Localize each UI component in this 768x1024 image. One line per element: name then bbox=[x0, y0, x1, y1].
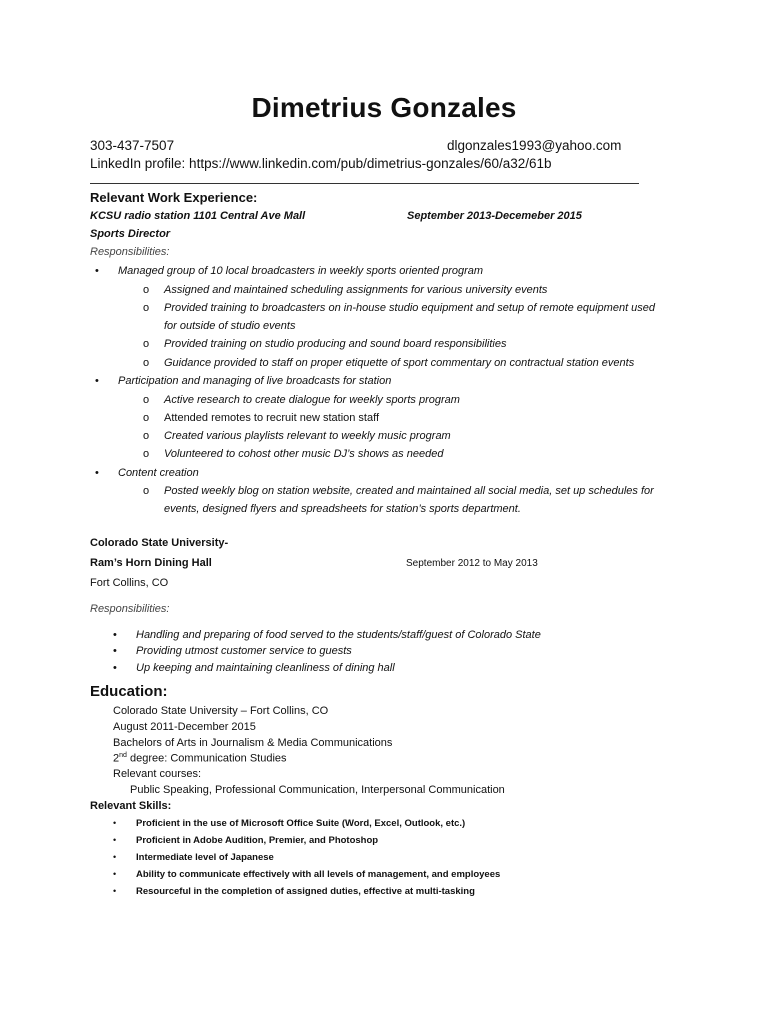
linkedin-profile: LinkedIn profile: https://www.linkedin.com/pub/dimetrius-gonzales/60/a32/61b bbox=[90, 156, 552, 171]
education-school: Colorado State University – Fort Collins, CO bbox=[113, 705, 329, 717]
job2-location: Fort Collins, CO bbox=[90, 577, 169, 589]
job1-item-2-sub-1: Active research to create dialogue for weekly sports program bbox=[164, 394, 460, 406]
bullet-icon: • bbox=[113, 852, 117, 862]
skill-item-2: Proficient in Adobe Audition, Premier, and Photoshop bbox=[136, 835, 379, 846]
job2-item-3: Up keeping and maintaining cleanliness of dining hall bbox=[136, 662, 395, 674]
job1-item-1-sub-2: Provided training to broadcasters on in-house studio equipment and setup of remote equipment used bbox=[164, 302, 656, 314]
job1-item-2-sub-3: Created various playlists relevant to weekly music program bbox=[164, 430, 451, 442]
job1-dates: September 2013-Decemeber 2015 bbox=[407, 210, 582, 222]
bullet-icon: • bbox=[113, 886, 117, 896]
work-experience-heading: Relevant Work Experience: bbox=[90, 190, 258, 205]
bullet-icon: • bbox=[113, 869, 117, 879]
education-courses-label: Relevant courses: bbox=[113, 768, 202, 780]
job2-place: Ram’s Horn Dining Hall bbox=[90, 557, 212, 569]
sub-bullet-icon: o bbox=[143, 302, 150, 314]
sub-bullet-icon: o bbox=[143, 394, 150, 406]
bullet-icon: • bbox=[113, 818, 117, 828]
sub-bullet-icon: o bbox=[143, 430, 150, 442]
bullet-icon: • bbox=[95, 265, 99, 277]
email-address: dlgonzales1993@yahoo.com bbox=[447, 138, 622, 153]
sub-bullet-icon: o bbox=[143, 338, 150, 350]
job1-item-3: Content creation bbox=[118, 467, 199, 479]
job1-responsibilities-label: Responsibilities: bbox=[90, 246, 170, 258]
skill-item-1: Proficient in the use of Microsoft Office Suite (Word, Excel, Outlook, etc.) bbox=[136, 818, 466, 829]
job2-item-1: Handling and preparing of food served to the students/staff/guest of Colorado State bbox=[136, 629, 541, 641]
job1-item-2: Participation and managing of live broadcasts for station bbox=[118, 375, 392, 387]
job2-organization: Colorado State University- bbox=[90, 537, 229, 549]
sub-bullet-icon: o bbox=[143, 357, 150, 369]
bullet-icon: • bbox=[113, 662, 117, 674]
sub-bullet-icon: o bbox=[143, 485, 150, 497]
job1-item-2-sub-2: Attended remotes to recruit new station staff bbox=[164, 412, 380, 424]
skills-heading: Relevant Skills: bbox=[90, 800, 172, 812]
job1-organization: KCSU radio station 1101 Central Ave Mall bbox=[90, 210, 306, 222]
phone-number: 303-437-7507 bbox=[90, 138, 175, 153]
bullet-icon: • bbox=[95, 375, 99, 387]
skill-item-3: Intermediate level of Japanese bbox=[136, 852, 274, 863]
sub-bullet-icon: o bbox=[143, 284, 150, 296]
job1-item-1: Managed group of 10 local broadcasters in weekly sports oriented program bbox=[118, 265, 484, 277]
education-courses: Public Speaking, Professional Communication, Interpersonal Communication bbox=[130, 784, 505, 796]
education-dates: August 2011-December 2015 bbox=[113, 721, 256, 733]
skill-item-4: Ability to communicate effectively with all levels of management, and employees bbox=[136, 869, 501, 880]
job1-item-1-sub-1: Assigned and maintained scheduling assignments for various university events bbox=[164, 284, 548, 296]
sub-bullet-icon: o bbox=[143, 448, 150, 460]
candidate-name: Dimetrius Gonzales bbox=[251, 92, 517, 123]
job1-item-3-sub-1: Posted weekly blog on station website, created and maintained all social media, set up schedules for bbox=[164, 485, 654, 497]
header-divider bbox=[90, 183, 639, 184]
bullet-icon: • bbox=[95, 467, 99, 479]
job1-title: Sports Director bbox=[90, 228, 171, 240]
education-degree: Bachelors of Arts in Journalism & Media Communications bbox=[113, 737, 393, 749]
job1-item-1-sub-2-cont: for outside of studio events bbox=[164, 320, 296, 332]
job2-item-2: Providing utmost customer service to guests bbox=[136, 645, 352, 657]
sub-bullet-icon: o bbox=[143, 412, 150, 424]
skill-item-5: Resourceful in the completion of assigned duties, effective at multi-tasking bbox=[136, 886, 475, 897]
bullet-icon: • bbox=[113, 629, 117, 641]
job1-item-1-sub-3: Provided training on studio producing and sound board responsibilities bbox=[164, 338, 507, 350]
job2-dates: September 2012 to May 2013 bbox=[406, 558, 538, 569]
job1-item-3-sub-1-cont: events, designed flyers and spreadsheets for station’s sports department. bbox=[164, 503, 521, 515]
bullet-icon: • bbox=[113, 835, 117, 845]
bullet-icon: • bbox=[113, 645, 117, 657]
job1-item-2-sub-4: Volunteered to cohost other music DJ’s shows as needed bbox=[164, 448, 444, 460]
education-heading: Education: bbox=[90, 683, 168, 700]
job2-responsibilities-label: Responsibilities: bbox=[90, 603, 170, 615]
job1-item-1-sub-4: Guidance provided to staff on proper etiquette of sport commentary on contractual station events bbox=[164, 357, 635, 369]
education-second-degree: 2nd degree: Communication Studies bbox=[113, 752, 287, 765]
